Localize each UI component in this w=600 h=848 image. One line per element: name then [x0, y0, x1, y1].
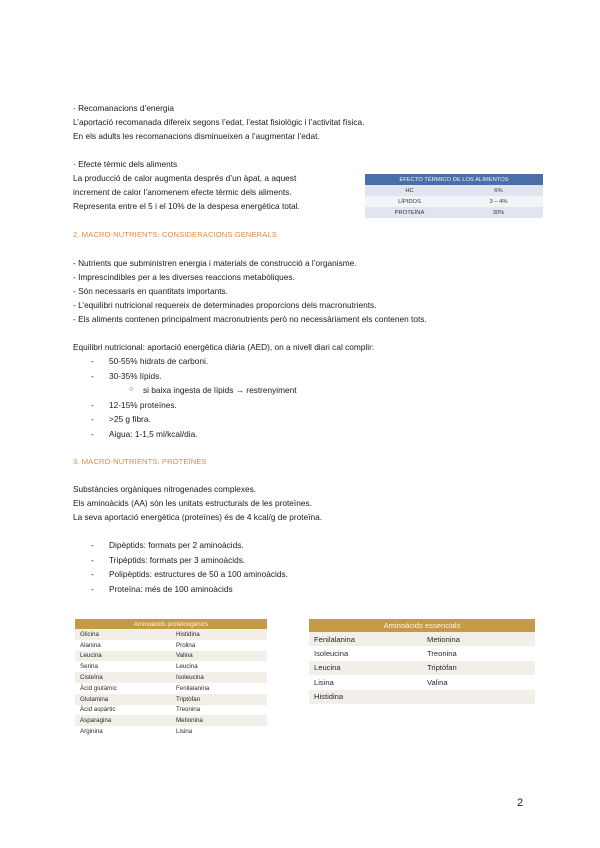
table-row: Leucina Valina [75, 651, 267, 662]
table-row: HC 6% [365, 185, 543, 196]
table-row: Glicina Histidina [75, 629, 267, 640]
proteins-text-1: Substàncies orgàniques nitrogenades complexes. [73, 484, 257, 494]
section-2-line: - Els aliments contenen principalment macronutrients però no necessàriament els contenen tots. [73, 314, 427, 324]
essential-amino-acids-table [309, 619, 535, 704]
section-2-line: - L’equilibri nutricional requereix de determinades proporcions dels macronutrients. [73, 300, 377, 310]
table-row: PROTEÍNA 30% [365, 207, 543, 218]
table-row: Lisina Valina [309, 675, 535, 689]
table-row: Asparagina Metionina [75, 715, 267, 726]
document-page: · Recomanacions d’energia L’aportació recomanada difereix segons l’edat, l’estat fisiològic i l’activitat física. En els adults les recomanacions disminueixen a l’augmentar l’edat. · Efecte tèrmic dels aliments La producció de calor augmenta després d’un àpat, a aquest increment de calor l’anomenem efecte tèrmic dels aliments. Representa entre el 5 i el 10% de la despesa energètica total. EFECTO TÉRMICO DE LOS ALIMENTOS HC 6% LÍPIDOS 3 – 4% PROTEÍNA 30% 2. MACRO-NUTRIENTS: CONSIDERACIONS GENERALS - Nutrients que subministren energia i materials de construcció a l’organisme. - Imprescindibles per a les diverses reaccions metabòliques. - Són necessaris en quantitats importants. - L’equilibri nutricional requereix de determinades proporcions dels macronutrients. - Els aliments contenen principalment macronutrients però no necessàriament els contenen tots. Equilibri nutricional: aportació energètica diària (AED), on a nivell diari cal complir: - 50-55% hidrats de carboni. - 30-35% lípids. ○ si baixa ingesta de lípids → restrenyiment - 12-15% proteïnes. - >25 g fibra. - Aigua: 1-1,5 ml/kcal/dia. 3. MACRO-NUTRIENTS: PROTEÏNES Substàncies orgàniques nitrogenades complexes. Els aminoàcids (AA) són les unitats estructurals de les proteïnes. La seva aportació energètica (proteïnes) és de 4 kcal/g de proteïna. - Dipèptids: formats per 2 aminoàcids. - Tripèptids: formats per 3 aminoàcids. - Polipèptids: estructures de 50 a 100 aminoàcids. - Proteïna: més de 100 aminoàcids Aminoàcids proteïnogènics Glicina Histidina Alanina Prolina Leucina Valina Serina Leucina Cisteïna Isoleucina Àcid glutàmic Fenilalanina Glutamina Triptòfan Àcid aspàrtic Treonina Asparagina Metionina Arginina Lisina Aminoàcids essencials Fenilalanina Metionina Isoleucina Treonina Leucina Triptòfan Lisina Valina Histidina 2 [0, 0, 600, 848]
efecte-text-1: La producció de calor augmenta després d’un àpat, a aquest [73, 173, 297, 183]
efecte-title: · Efecte tèrmic dels aliments [73, 159, 178, 169]
table-row: Cisteïna Isoleucina [75, 672, 267, 683]
section-3-heading: 3. MACRO-NUTRIENTS: PROTEÏNES [73, 457, 207, 466]
page-number: 2 [517, 797, 524, 809]
table-row: Àcid aspàrtic Treonina [75, 705, 267, 716]
essential-header: Aminoàcids essencials [309, 619, 535, 632]
section-2-heading: 2. MACRO-NUTRIENTS: CONSIDERACIONS GENERALS [73, 230, 277, 239]
thermic-effect-table [365, 174, 543, 218]
table-row: Isoleucina Treonina [309, 646, 535, 660]
table-row: Alanina Prolina [75, 640, 267, 651]
thermic-effect-header: EFECTO TÉRMICO DE LOS ALIMENTOS [365, 174, 543, 185]
table-row: Àcid glutàmic Fenilalanina [75, 683, 267, 694]
table-row: Glutamina Triptòfan [75, 694, 267, 705]
efecte-text-3: Representa entre el 5 i el 10% de la despesa energètica total. [73, 201, 300, 211]
table-row: LÍPIDOS 3 – 4% [365, 196, 543, 207]
energia-text-1: L’aportació recomanada difereix segons l’edat, l’estat fisiològic i l’activitat física. [73, 117, 365, 127]
proteinogenic-amino-acids-table [75, 619, 267, 737]
proteins-text-2: Els aminoàcids (AA) són les unitats estructurals de les proteïnes. [73, 498, 312, 508]
section-2-line: - Imprescindibles per a les diverses reaccions metabòliques. [73, 272, 295, 282]
table-row: Serina Leucina [75, 661, 267, 672]
energia-title: · Recomanacions d’energia [73, 103, 175, 113]
proteins-text-3: La seva aportació energètica (proteïnes) és de 4 kcal/g de proteïna. [73, 512, 323, 522]
table-row: Histidina [309, 690, 535, 704]
table-row: Leucina Triptòfan [309, 661, 535, 675]
table-row: Fenilalanina Metionina [309, 632, 535, 646]
efecte-text-2: increment de calor l’anomenem efecte tèrmic dels aliments. [73, 187, 292, 197]
section-2-line: - Nutrients que subministren energia i materials de construcció a l’organisme. [73, 258, 357, 268]
energia-text-2: En els adults les recomanacions disminueixen a l’augmentar l’edat. [73, 131, 320, 141]
section-2-line: - Són necessaris en quantitats importants. [73, 286, 228, 296]
equilibri-intro: Equilibri nutricional: aportació energètica diària (AED), on a nivell diari cal complir: [73, 342, 375, 352]
table-row: Arginina Lisina [75, 726, 267, 737]
proteinogenic-header: Aminoàcids proteïnogènics [75, 619, 267, 629]
